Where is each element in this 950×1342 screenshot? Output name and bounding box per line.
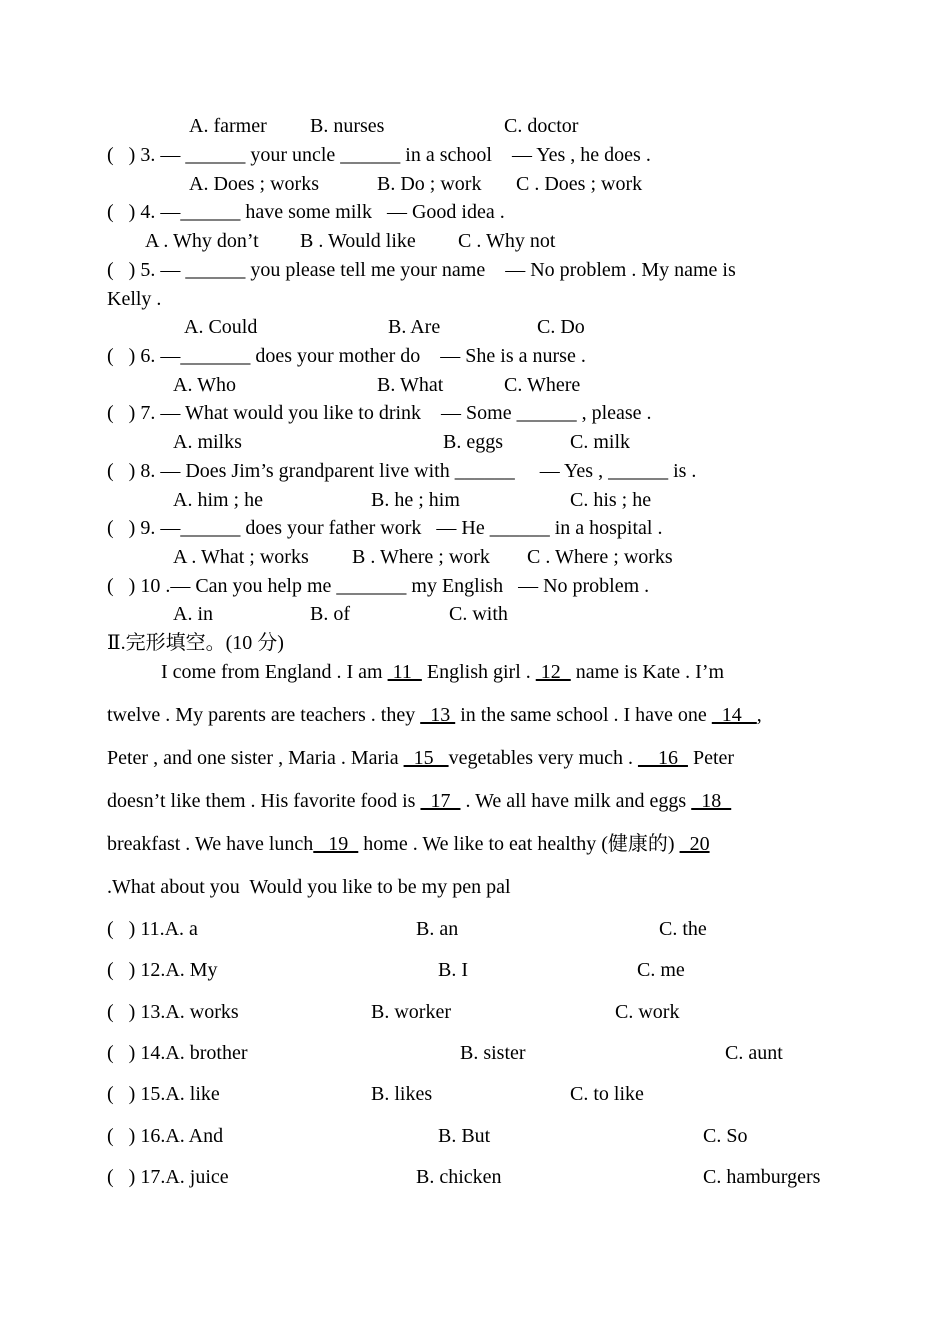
q4-text: ( ) 4. —______ have some milk — Good idea . xyxy=(107,201,505,223)
q2-option-c: C. doctor xyxy=(504,115,579,137)
cloze-12-c: C. me xyxy=(637,959,685,981)
cloze-13-a: ( ) 13.A. works xyxy=(107,1001,239,1023)
q10-option-c: C. with xyxy=(449,603,508,625)
cloze-12-b: B. I xyxy=(438,959,468,981)
passage-line-6: .What about you Would you like to be my pen pal xyxy=(107,876,511,898)
passage-line-5 xyxy=(107,832,710,856)
q9-option-c: C . Where ; works xyxy=(527,546,673,568)
passage-text: name is Kate . I’m xyxy=(570,661,725,683)
q6-option-b: B. What xyxy=(377,374,444,396)
cloze-17-c: C. hamburgers xyxy=(703,1166,821,1188)
blank-17: 17 xyxy=(420,790,461,812)
q3-text: ( ) 3. — ______ your uncle ______ in a school — Yes , he does . xyxy=(107,144,651,166)
passage-text: . We all have milk and eggs xyxy=(460,790,692,812)
passage-text: Peter , and one sister , Maria . Maria xyxy=(107,747,404,769)
passage-text: I come from England . I am xyxy=(161,661,388,683)
q8-text: ( ) 8. — Does Jim’s grandparent live with ______ — Yes , ______ is . xyxy=(107,460,697,482)
passage-text: English girl . xyxy=(421,661,536,683)
passage-text: doesn’t like them . His favorite food is xyxy=(107,790,421,812)
q8-option-b: B. he ; him xyxy=(371,489,460,511)
q7-option-c: C. milk xyxy=(570,431,631,453)
q9-option-b: B . Where ; work xyxy=(352,546,490,568)
passage-line-1 xyxy=(161,660,724,684)
q9-option-a: A . What ; works xyxy=(173,546,309,568)
passage-text: in the same school . I have one xyxy=(455,704,712,726)
q6-option-a: A. Who xyxy=(173,374,236,396)
cloze-16-c: C. So xyxy=(703,1125,748,1147)
cloze-13-b: B. worker xyxy=(371,1001,451,1023)
blank-20: 20 xyxy=(679,833,710,855)
blank-12: 12 xyxy=(535,661,571,683)
cloze-15-c: C. to like xyxy=(570,1083,644,1105)
cloze-12-a: ( ) 12.A. My xyxy=(107,959,218,981)
q6-text: ( ) 6. —_______ does your mother do — She is a nurse . xyxy=(107,345,586,367)
cloze-14-c: C. aunt xyxy=(725,1042,783,1064)
passage-line-3 xyxy=(107,746,734,770)
q7-option-a: A. milks xyxy=(173,431,242,453)
cloze-16-a: ( ) 16.A. And xyxy=(107,1125,224,1147)
q5-text-cont: Kelly . xyxy=(107,288,162,310)
q4-option-b: B . Would like xyxy=(300,230,416,252)
cloze-15-a: ( ) 15.A. like xyxy=(107,1083,220,1105)
blank-13: 13 xyxy=(420,704,456,726)
blank-14: 14 xyxy=(711,704,757,726)
q5-option-b: B. Are xyxy=(388,316,441,338)
q10-text: ( ) 10 .— Can you help me _______ my English — No problem . xyxy=(107,575,650,597)
cloze-14-b: B. sister xyxy=(460,1042,526,1064)
q7-option-b: B. eggs xyxy=(443,431,503,453)
q2-option-a: A. farmer xyxy=(189,115,267,137)
q5-option-c: C. Do xyxy=(537,316,585,338)
cloze-14-a: ( ) 14.A. brother xyxy=(107,1042,248,1064)
cloze-11-b: B. an xyxy=(416,918,459,940)
cloze-17-a: ( ) 17.A. juice xyxy=(107,1166,229,1188)
cloze-13-c: C. work xyxy=(615,1001,680,1023)
q10-option-a: A. in xyxy=(173,603,213,625)
cloze-11-a: ( ) 11.A. a xyxy=(107,918,198,940)
q8-option-c: C. his ; he xyxy=(570,489,652,511)
q9-text: ( ) 9. —______ does your father work — He ______ in a hospital . xyxy=(107,517,663,539)
q7-text: ( ) 7. — What would you like to drink — Some ______ , please . xyxy=(107,402,652,424)
blank-18: 18 xyxy=(691,790,732,812)
q5-option-a: A. Could xyxy=(184,316,258,338)
blank-16: 16 xyxy=(637,747,688,769)
passage-text: breakfast . We have lunch xyxy=(107,833,314,855)
q5-text: ( ) 5. — ______ you please tell me your name — No problem . My name is xyxy=(107,259,736,281)
passage-text: , xyxy=(756,704,762,726)
cloze-15-b: B. likes xyxy=(371,1083,433,1105)
passage-line-4 xyxy=(107,789,731,813)
passage-text: vegetables very much . xyxy=(448,747,638,769)
q3-option-a: A. Does ; works xyxy=(189,173,319,195)
passage-text: home . We like to eat healthy (健康的) xyxy=(358,833,680,855)
cloze-17-b: B. chicken xyxy=(416,1166,502,1188)
q3-option-b: B. Do ; work xyxy=(377,173,482,195)
passage-text: Peter xyxy=(687,747,735,769)
q4-option-a: A . Why don’t xyxy=(145,230,259,252)
blank-11: 11 xyxy=(387,661,422,683)
section-title: Ⅱ.完形填空。(10 分) xyxy=(107,632,284,654)
q8-option-a: A. him ; he xyxy=(173,489,263,511)
q2-option-b: B. nurses xyxy=(310,115,385,137)
cloze-11-c: C. the xyxy=(659,918,707,940)
q6-option-c: C. Where xyxy=(504,374,581,396)
q3-option-c: C . Does ; work xyxy=(516,173,643,195)
passage-line-2 xyxy=(107,703,762,727)
q10-option-b: B. of xyxy=(310,603,350,625)
blank-19: 19 xyxy=(313,833,359,855)
cloze-16-b: B. But xyxy=(438,1125,491,1147)
passage-text: twelve . My parents are teachers . they xyxy=(107,704,421,726)
q4-option-c: C . Why not xyxy=(458,230,556,252)
blank-15: 15 xyxy=(403,747,449,769)
